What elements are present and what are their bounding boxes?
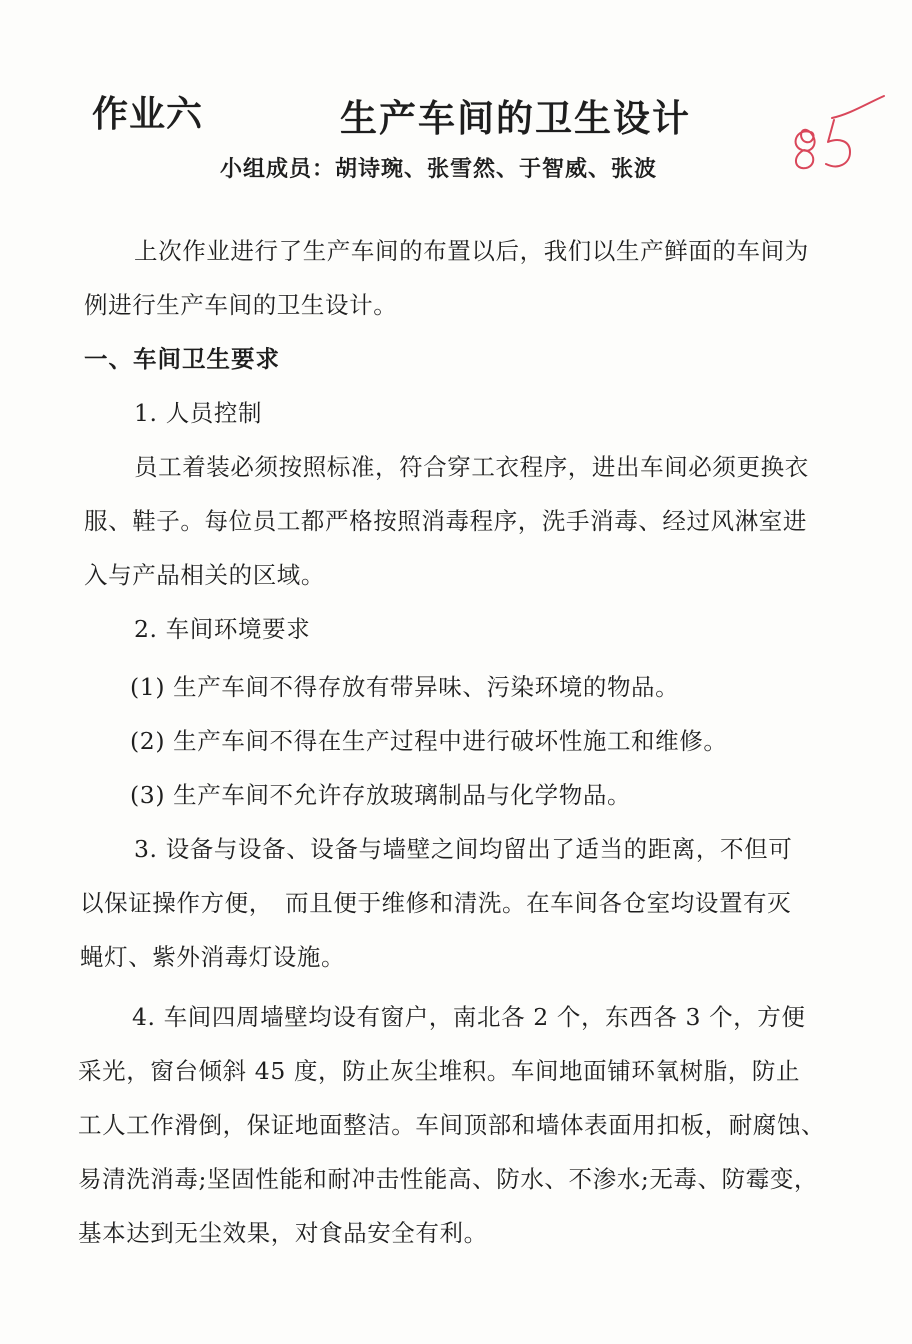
item-2-point-3: (3) 生产车间不允许存放玻璃制品与化学物品。 (130, 781, 632, 809)
item-2-heading: 2. 车间环境要求 (134, 615, 311, 643)
item-4-line-1: 4. 车间四周墙壁均设有窗户，南北各 2 个，东西各 3 个，方便 (132, 1003, 806, 1031)
item-4-line-3: 工人工作滑倒，保证地面整洁。车间顶部和墙体表面用扣板，耐腐蚀、 (78, 1111, 826, 1139)
item-4-line-2: 采光，窗台倾斜 45 度，防止灰尘堆积。车间地面铺环氧树脂，防止 (78, 1057, 801, 1085)
handwritten-grade-mark (780, 88, 900, 188)
item-1-line-1: 员工着装必须按照标准，符合穿工衣程序，进出车间必须更换衣 (134, 453, 809, 481)
document-title: 生产车间的卫生设计 (340, 96, 691, 140)
item-1-line-2: 服、鞋子。每位员工都严格按照消毒程序，洗手消毒、经过风淋室进 (84, 507, 807, 535)
assignment-label: 作业六 (92, 93, 204, 135)
grade-mark-text: 85 (780, 88, 782, 89)
intro-line-1: 上次作业进行了生产车间的布置以后，我们以生产鲜面的车间为 (134, 237, 809, 265)
item-3-line-1: 3. 设备与设备、设备与墙壁之间均留出了适当的距离，不但可 (134, 835, 793, 863)
item-2-point-2: (2) 生产车间不得在生产过程中进行破坏性施工和维修。 (130, 727, 728, 755)
item-2-point-1: (1) 生产车间不得存放有带异味、污染环境的物品。 (130, 673, 680, 701)
item-1-heading: 1. 人员控制 (134, 399, 263, 427)
group-members: 小组成员：胡诗琬、张雪然、于智威、张波 (220, 156, 658, 182)
item-4-line-5: 基本达到无尘效果，对食品安全有利。 (78, 1219, 488, 1247)
item-1-line-3: 入与产品相关的区域。 (84, 561, 325, 589)
item-3-line-2: 以保证操作方便， 而且便于维修和清洗。在车间各仓室均设置有灭 (80, 889, 792, 917)
item-3-line-3: 蝇灯、紫外消毒灯设施。 (80, 943, 346, 971)
intro-line-2: 例进行生产车间的卫生设计。 (84, 291, 398, 319)
section-heading: 一、车间卫生要求 (84, 345, 280, 373)
item-4-line-4: 易清洗消毒;坚固性能和耐冲击性能高、防水、不渗水;无毒、防霉变， (78, 1165, 819, 1193)
